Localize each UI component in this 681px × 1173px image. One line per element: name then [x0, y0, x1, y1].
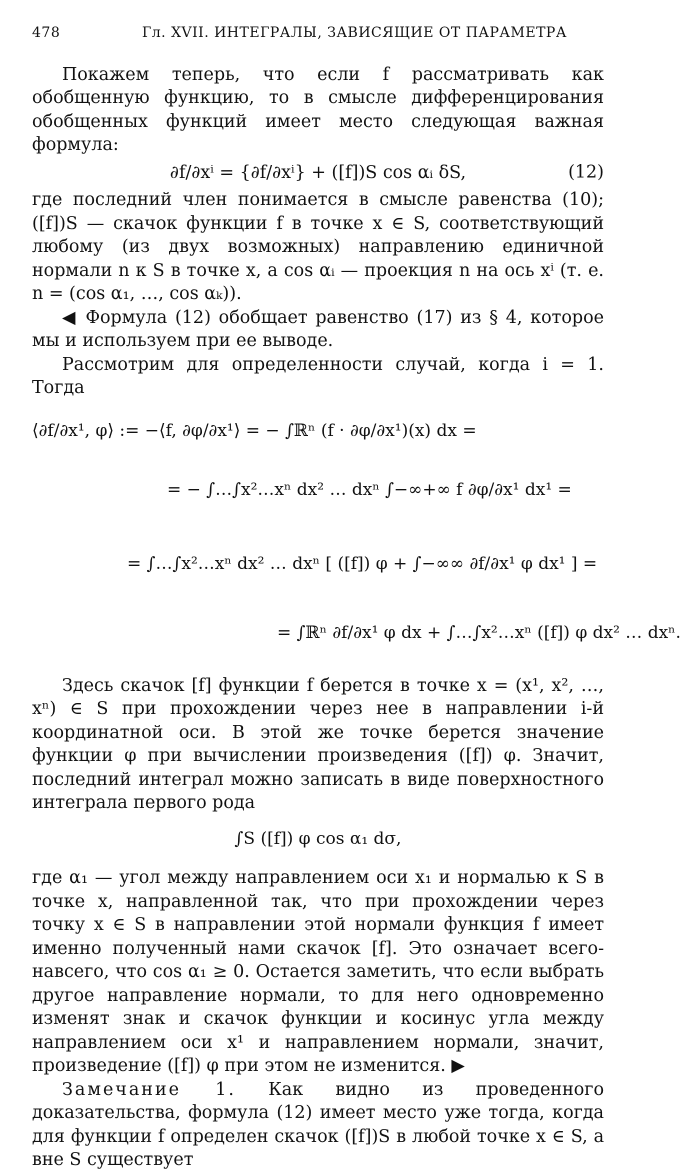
equation-12 [32, 162, 604, 186]
derivation-line-1: ⟨∂f/∂x¹, φ⟩ := −⟨f, ∂φ/∂x¹⟩ = − ∫ℝⁿ (f · ∂φ/∂x¹)(x) dx = [32, 420, 477, 441]
running-title: Гл. XVII. ИНТЕГРАЛЫ, ЗАВИСЯЩИЕ ОТ ПАРАМЕТРА [142, 25, 567, 41]
paragraph-formula-note: ◀ Формула (12) обобщает равенство (17) из § 4, которое мы и используем при ее выводе. [32, 307, 604, 351]
derivation-block [32, 409, 681, 665]
book-page [32, 22, 681, 1173]
derivation-line-3: = ∫…∫x²…xⁿ dx² … dxⁿ [ ([f]) φ + ∫−∞∞ ∂f/∂x¹ φ dx¹ ] = [127, 553, 598, 574]
page-header [32, 22, 604, 46]
derivation-line-4: = ∫ℝⁿ ∂f/∂x¹ φ dx + ∫…∫x²…xⁿ ([f]) φ dx² … dxⁿ. [277, 622, 681, 643]
derivation-line-2: = − ∫…∫x²…xⁿ dx² … dxⁿ ∫−∞+∞ f ∂φ/∂x¹ dx¹ = [167, 479, 572, 500]
remark-label: Замечание 1. [62, 1079, 236, 1100]
paragraph-angle: где α₁ — угол между направлением оси x₁ и нормалью к S в точке x, направленной так, что при прохождении через точку x ∈ S в направлении этой нормали функция f имеет именно полученный нами скачок [f]. Это означает всего-навсего, что cos α₁ ≥ 0. Остается заметить, что если выбрать другое направление нормали, то для него одновременно изменят знак и скачок функции и косинус угла между направлением оси x¹ и направлением нормали, значит, произведение ([f]) φ при этом не изменится. ▶ [32, 868, 604, 1076]
paragraph-explanation: где последний член понимается в смысле равенства (10); ([f])S — скачок функции f в точке x ∈ S, соответствующий любому (из двух возможных) направлению единичной нормали n к S в точке x, а cos αᵢ — проекция n на ось xⁱ (т. е. n = (cos α₁, …, cos αₖ)). [32, 190, 604, 304]
surface-integral: ∫S ([f]) φ cos α₁ dσ, [234, 828, 402, 849]
paragraph-remark [32, 1079, 604, 1173]
remark-text: Как видно из проведенного доказательства, формула (12) имеет место уже тогда, когда для функции f определен скачок ([f])S в любой точке x ∈ S, а вне S существует [32, 1079, 604, 1170]
paragraph-jump: Здесь скачок [f] функции f берется в точке x = (x¹, x², …, xⁿ) ∈ S при прохождении через нее в направлении i-й координатной оси. В этой же точке берется значение функции φ при вычислении произведения ([f]) φ. Значит, последний интеграл можно записать в виде поверхностного интеграла первого рода [32, 675, 604, 813]
page-number: 478 [32, 25, 61, 41]
paragraph-case: Рассмотрим для определенности случай, когда i = 1. Тогда [32, 354, 604, 398]
equation-12-number: (12) [568, 162, 604, 183]
paragraph-intro: Покажем теперь, что если f рассматривать как обобщенную функцию, то в смысле дифференцирования обобщенных функций имеет место следующая важная формула: [32, 64, 604, 155]
equation-12-formula: ∂f/∂xⁱ = {∂f/∂xⁱ} + ([f])S cos αᵢ δS, [169, 162, 467, 183]
